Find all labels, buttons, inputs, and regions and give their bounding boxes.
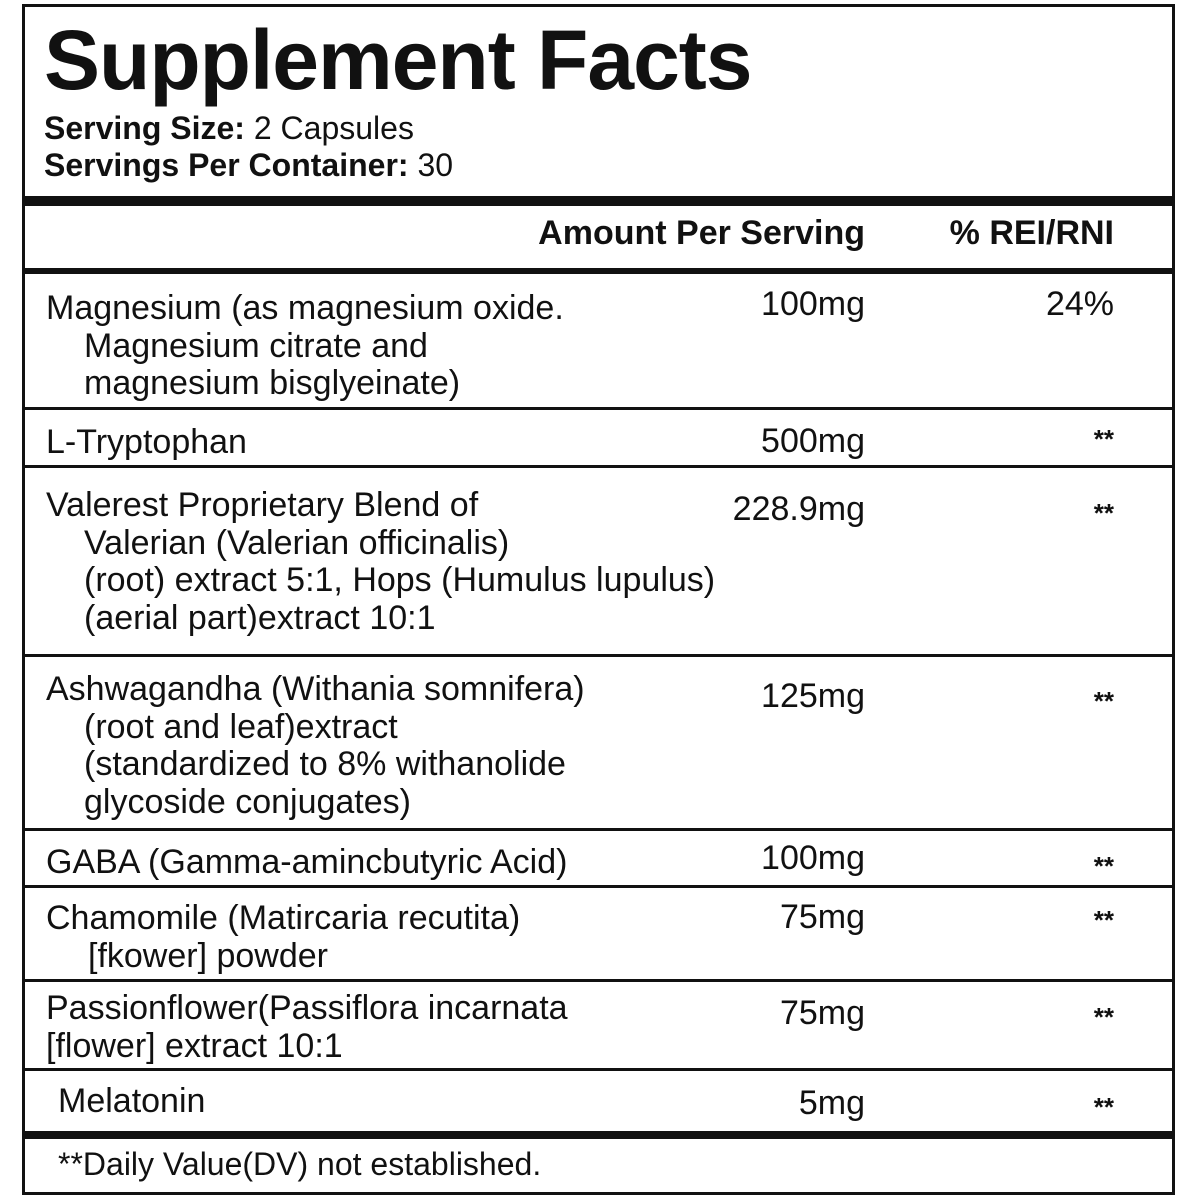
nutrient-name: Magnesium (as magnesium oxide. Magnesium citrate and magnesium bisglyeinate) — [46, 289, 564, 402]
amount-column-header: Amount Per Serving — [538, 214, 865, 252]
footer-divider — [22, 1131, 1175, 1139]
serving-size-value: 2 Capsules — [244, 110, 414, 146]
nutrient-dv: ** — [1093, 424, 1114, 454]
nutrient-amount: 5mg — [798, 1084, 865, 1122]
nutrient-dv: ** — [1093, 1002, 1114, 1032]
nutrient-dv: ** — [1093, 498, 1114, 528]
nutrient-amount: 500mg — [761, 422, 865, 460]
nutrient-amount: 75mg — [779, 898, 865, 936]
nutrient-dv: ** — [1093, 905, 1114, 935]
servings-per-container — [44, 149, 453, 181]
panel-title: Supplement Facts — [44, 13, 752, 107]
nutrient-name: GABA (Gamma-amincbutyric Acid) — [46, 843, 568, 881]
dv-column-header: % REI/RNI — [949, 214, 1114, 252]
nutrient-amount: 228.9mg — [732, 490, 865, 528]
row-divider — [22, 1068, 1175, 1071]
servings-per-container-value: 30 — [408, 147, 454, 183]
nutrient-name: Valerest Proprietary Blend of Valerian (Valerian officinalis) (root) extract 5:1, Hops (Humulus lupulus) (aerial part)extract 10:1 — [46, 486, 716, 637]
nutrient-amount: 100mg — [761, 839, 865, 877]
nutrient-amount: 75mg — [779, 994, 865, 1032]
nutrient-name: Chamomile (Matircaria recutita) [fkower] powder — [46, 899, 521, 975]
servings-per-container-label: Servings Per Container: — [44, 147, 409, 183]
row-divider — [22, 465, 1175, 468]
nutrient-name: Passionflower(Passiflora incarnata [flower] extract 10:1 — [46, 989, 568, 1065]
nutrient-dv: ** — [1093, 686, 1114, 716]
nutrient-amount: 100mg — [761, 285, 865, 323]
footnote: **Daily Value(DV) not established. — [58, 1146, 542, 1182]
row-divider — [22, 979, 1175, 982]
nutrient-amount: 125mg — [761, 677, 865, 715]
nutrient-name: Melatonin — [58, 1082, 206, 1120]
row-divider — [22, 828, 1175, 831]
nutrient-dv: 24% — [1045, 285, 1114, 323]
row-divider — [22, 654, 1175, 657]
nutrient-dv: ** — [1093, 1092, 1114, 1122]
header-divider — [22, 268, 1175, 274]
nutrient-dv: ** — [1093, 851, 1114, 881]
nutrient-name: L-Tryptophan — [46, 423, 247, 461]
serving-size — [44, 112, 414, 144]
row-divider — [22, 885, 1175, 888]
nutrient-name: Ashwagandha (Withania somnifera) (root and leaf)extract (standardized to 8% withanolide glycoside conjugates) — [46, 670, 585, 821]
thick-divider — [22, 196, 1175, 206]
serving-size-label: Serving Size: — [44, 110, 245, 146]
row-divider — [22, 407, 1175, 410]
